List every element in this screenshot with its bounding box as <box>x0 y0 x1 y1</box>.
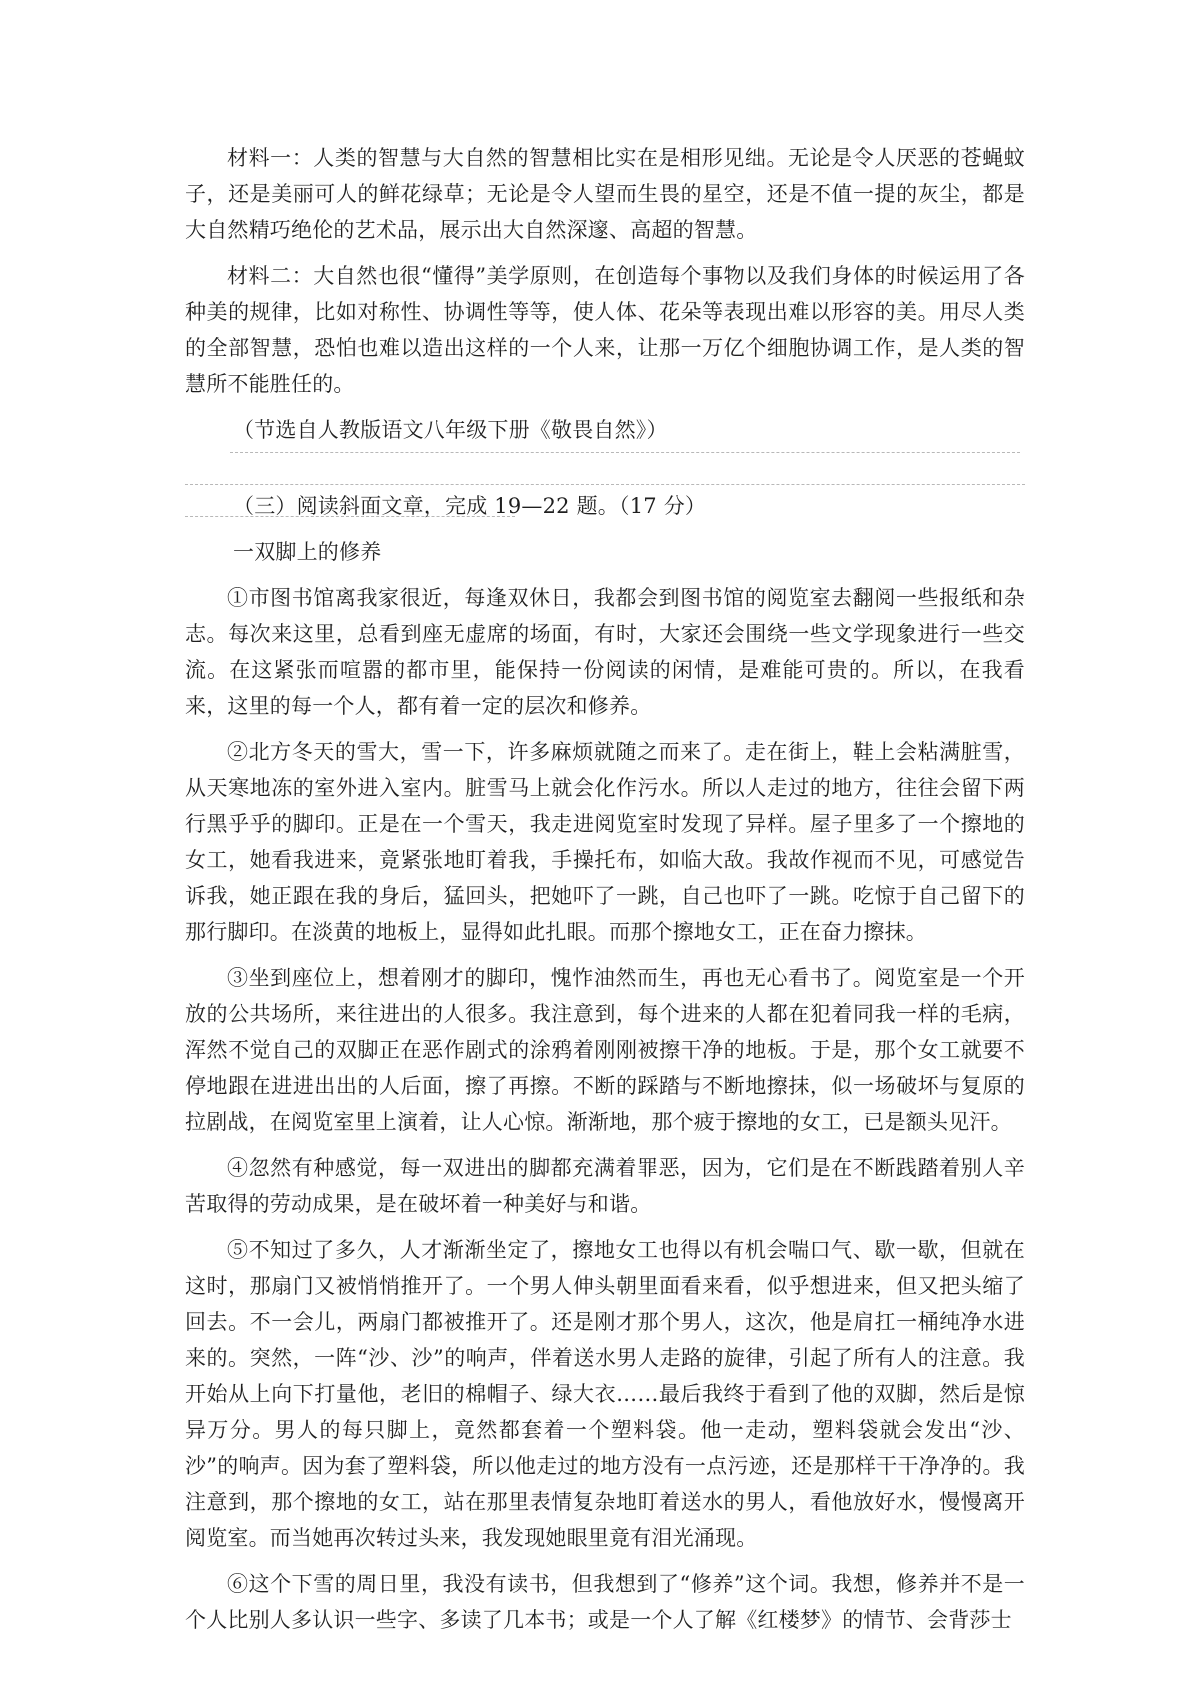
paragraph-6: ⑥这个下雪的周日里，我没有读书，但我想到了“修养”这个词。我想，修养并不是一个人比别人多认识一些字、多读了几本书；或是一个人了解《红楼梦》的情节、会背莎士 <box>185 1572 1025 1632</box>
paragraph-4: ④忽然有种感觉，每一双进出的脚都充满着罪恶，因为，它们是在不断践踏着别人辛苦取得的劳动成果，是在破坏着一种美好与和谐。 <box>185 1156 1025 1216</box>
article-title: 一双脚上的修养 <box>233 540 382 564</box>
source-citation: （节选自人教版语文八年级下册《敬畏自然》） <box>233 418 668 442</box>
paragraph-5: ⑤不知过了多久，人才渐渐坐定了，擦地女工也得以有机会喘口气、歇一歇，但就在这时，那扇门又被悄悄推开了。一个男人伸头朝里面看来看，似乎想进来，但又把头缩了回去。不一会儿，两扇门都被推开了。还是刚才那个男人，这次，他是肩扛一桶纯净水进来的。突然，一阵“沙、沙”的响声，伴着送水男人走路的旋律，引起了所有人的注意。我开始从上向下打量他，老旧的棉帽子、绿大衣……最后我终于看到了他的双脚，然后是惊异万分。男人的每只脚上，竟然都套着一个塑料袋。他一走动，塑料袋就会发出“沙、沙”的响声。因为套了塑料袋，所以他走过的地方没有一点污迹，还是那样干干净净的。我注意到，那个擦地的女工，站在那里表情复杂地盯着送水的男人，看他放好水，慢慢离开阅览室。而当她再次转过头来，我发现她眼里竟有泪光涌现。 <box>185 1238 1025 1550</box>
paragraph-1: ①市图书馆离我家很近，每逢双休日，我都会到图书馆的阅览室去翻阅一些报纸和杂志。每次来这里，总看到座无虚席的场面，有时，大家还会围绕一些文学现象进行一些交流。在这紧张而喧嚣的都市里，能保持一份阅读的闲情，是难能可贵的。所以，在我看来，这里的每一个人，都有着一定的层次和修养。 <box>185 586 1025 718</box>
material-block <box>185 140 1025 448</box>
answer-line-2 <box>185 484 1025 485</box>
paragraph-2: ②北方冬天的雪大，雪一下，许多麻烦就随之而来了。走在街上，鞋上会粘满脏雪，从天寒地冻的室外进入室内。脏雪马上就会化作污水。所以人走过的地方，往往会留下两行黑乎乎的脚印。正是在一个雪天，我走进阅览室时发现了异样。屋子里多了一个擦地的女工，她看我进来，竟紧张地盯着我，手操托布，如临大敌。我故作视而不见，可感觉告诉我，她正跟在我的身后，猛回头，把她吓了一跳，自己也吓了一跳。吃惊于自己留下的那行脚印。在淡黄的地板上，显得如此扎眼。而那个擦地女工，正在奋力擦抹。 <box>185 740 1025 944</box>
answer-line-1 <box>230 452 1020 453</box>
paragraph-3: ③坐到座位上，想着刚才的脚印，愧怍油然而生，再也无心看书了。阅览室是一个开放的公共场所，来往进出的人很多。我注意到，每个进来的人都在犯着同我一样的毛病，浑然不觉自己的双脚正在恶作剧式的涂鸦着刚刚被擦干净的地板。于是，那个女工就要不停地跟在进进出出的人后面，擦了再擦。不断的踩踏与不断地擦抹，似一场破坏与复原的拉剧战，在阅览室里上演着，让人心惊。渐渐地，那个疲于擦地的女工，已是额头见汗。 <box>185 966 1025 1134</box>
section-heading: （三）阅读斜面文章，完成 19—22 题。（17 分） <box>233 494 707 518</box>
material-two: 材料二：大自然也很“懂得”美学原则，在创造每个事物以及我们身体的时候运用了各种美的规律，比如对称性、协调性等等，使人体、花朵等表现出难以形容的美。用尽人类的全部智慧，恐怕也难以造出这样的一个人来，让那一万亿个细胞协调工作，是人类的智慧所不能胜任的。 <box>185 264 1025 396</box>
material-one: 材料一：人类的智慧与大自然的智慧相比实在是相形见绌。无论是令人厌恶的苍蝇蚊子，还是美丽可人的鲜花绿草；无论是令人望而生畏的星空，还是不值一提的灰尘，都是大自然精巧绝伦的艺术品，展示出大自然深邃、高超的智慧。 <box>185 146 1025 242</box>
reading-section <box>185 488 1025 1638</box>
